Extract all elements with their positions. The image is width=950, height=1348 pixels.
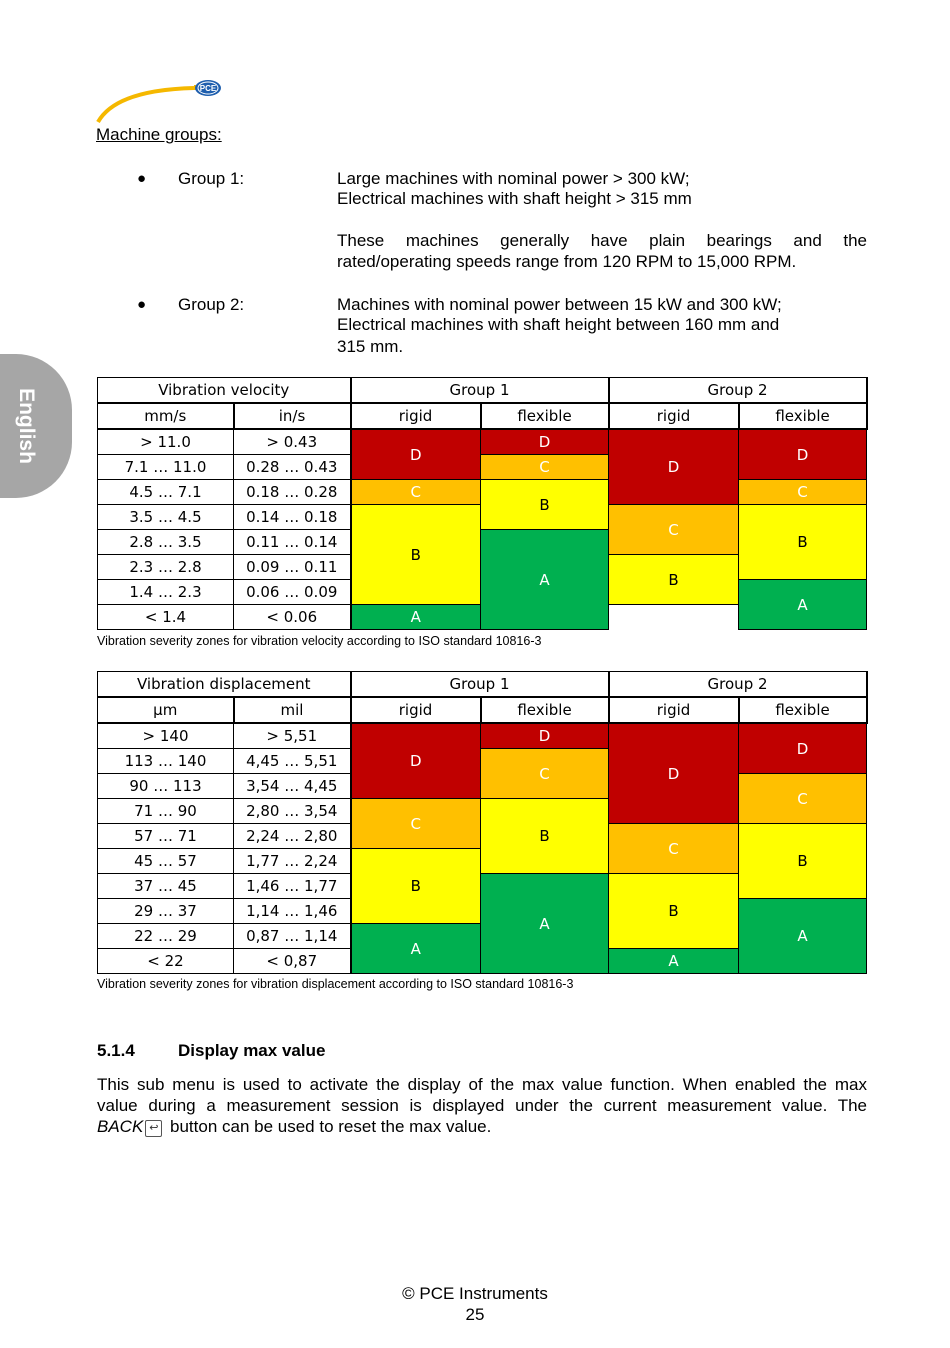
column-header: rigid [351, 697, 481, 723]
section-paragraph-line-3 [97, 1116, 491, 1137]
table-header: Group 2 [609, 672, 867, 698]
group-2-label: Group 2: [178, 295, 245, 314]
group-2-line-1: Machines with nominal power between 15 kW and 300 kW; [337, 295, 782, 314]
table-cell: 113 … 140 [98, 749, 234, 774]
table-cell: 29 … 37 [98, 899, 234, 924]
language-tab-label: English [15, 388, 38, 464]
zone-a: A [609, 949, 739, 974]
group-1-note-line-2: rated/operating speeds range from 120 RPM to 15,000 RPM. [337, 252, 797, 271]
column-header: flexible [481, 403, 609, 429]
table-header: Group 1 [351, 672, 609, 698]
table-cell: 0.06 … 0.09 [234, 580, 351, 605]
table-row [98, 429, 867, 455]
table-row [98, 723, 867, 749]
group-1-line-1: Large machines with nominal power > 300 kW; [337, 169, 690, 188]
table-header: Group 1 [351, 378, 609, 404]
bullet-icon: ● [137, 296, 147, 313]
zone-b: B [351, 505, 481, 605]
zone-d: D [609, 723, 739, 824]
group-1-label: Group 1: [178, 169, 245, 188]
back-button-name: BACK [97, 1117, 144, 1136]
section-number: 5.1.4 [97, 1041, 135, 1060]
table-cell: > 11.0 [98, 429, 234, 455]
column-header: µm [98, 697, 234, 723]
table-cell: 4,45 … 5,51 [234, 749, 351, 774]
section-title: Display max value [178, 1041, 326, 1060]
column-header: flexible [481, 697, 609, 723]
table-cell: 37 … 45 [98, 874, 234, 899]
table-cell: 1,14 … 1,46 [234, 899, 351, 924]
zone-b: B [609, 555, 739, 605]
zone-c: C [481, 749, 609, 799]
column-header: flexible [739, 697, 867, 723]
zone-c: C [351, 799, 481, 849]
group-2-line-3: 315 mm. [337, 337, 404, 356]
zone-b: B [351, 849, 481, 924]
zone-d: D [481, 429, 609, 455]
zone-d: D [351, 723, 481, 799]
logo-text: PCE [199, 84, 217, 93]
velocity-table-caption: Vibration severity zones for vibration velocity according to ISO standard 10816-3 [97, 634, 542, 648]
column-header: mm/s [98, 403, 234, 429]
zone-c: C [481, 455, 609, 480]
table-cell: < 22 [98, 949, 234, 974]
table-cell: 45 … 57 [98, 849, 234, 874]
group-1-note-line-1: These machines generally have plain bearings and the [337, 231, 867, 250]
column-header: rigid [609, 697, 739, 723]
table-cell: 3,54 … 4,45 [234, 774, 351, 799]
machine-groups-heading: Machine groups: [96, 125, 222, 144]
table-cell: 4.5 … 7.1 [98, 480, 234, 505]
return-arrow-icon: ↩ [145, 1120, 162, 1137]
zone-a: A [739, 899, 867, 974]
table-cell: > 140 [98, 723, 234, 749]
zone-a: A [481, 874, 609, 974]
table-cell: 1.4 … 2.3 [98, 580, 234, 605]
table-cell: 90 … 113 [98, 774, 234, 799]
displacement-severity-table [97, 671, 868, 974]
zone-d: D [609, 429, 739, 505]
table-cell: 0.09 … 0.11 [234, 555, 351, 580]
zone-d: D [739, 429, 867, 480]
table-cell: 2,80 … 3,54 [234, 799, 351, 824]
zone-b: B [481, 480, 609, 530]
table-cell: 0,87 … 1,14 [234, 924, 351, 949]
table-cell: > 0.43 [234, 429, 351, 455]
table-cell: 2,24 … 2,80 [234, 824, 351, 849]
table-cell: 57 … 71 [98, 824, 234, 849]
table-cell: 7.1 … 11.0 [98, 455, 234, 480]
section-paragraph-rest: button can be used to reset the max value. [165, 1117, 492, 1136]
zone-a: A [739, 580, 867, 630]
table-cell: 3.5 … 4.5 [98, 505, 234, 530]
table-cell: 2.8 … 3.5 [98, 530, 234, 555]
page-number: 25 [465, 1305, 485, 1324]
table-header: Vibration displacement [98, 672, 351, 698]
table-cell: 0.28 … 0.43 [234, 455, 351, 480]
zone-a: A [351, 924, 481, 974]
group-2-line-2: Electrical machines with shaft height between 160 mm and [337, 315, 780, 334]
column-header: in/s [234, 403, 351, 429]
zone-d: D [481, 723, 609, 749]
zone-c: C [351, 480, 481, 505]
table-cell: 0.11 … 0.14 [234, 530, 351, 555]
bullet-icon: ● [137, 170, 147, 187]
table-cell: 2.3 … 2.8 [98, 555, 234, 580]
zone-c: C [609, 505, 739, 555]
zone-b: B [739, 824, 867, 899]
table-cell: < 0.06 [234, 605, 351, 630]
zone-c: C [739, 774, 867, 824]
table-cell: 0.18 … 0.28 [234, 480, 351, 505]
zone-c: C [739, 480, 867, 505]
table-cell: 1,77 … 2,24 [234, 849, 351, 874]
zone-d: D [739, 723, 867, 774]
table-cell: 22 … 29 [98, 924, 234, 949]
pce-logo [96, 78, 226, 126]
zone-c: C [609, 824, 739, 874]
displacement-table-caption: Vibration severity zones for vibration displacement according to ISO standard 10816-3 [97, 977, 574, 991]
section-paragraph-line-1: This sub menu is used to activate the display of the max value function. When enabled the max [97, 1075, 867, 1094]
table-row [98, 480, 867, 505]
table-cell: 0.14 … 0.18 [234, 505, 351, 530]
zone-b: B [481, 799, 609, 874]
column-header: mil [234, 697, 351, 723]
velocity-severity-table [97, 377, 867, 630]
table-cell: 71 … 90 [98, 799, 234, 824]
footer-copyright: © PCE Instruments [402, 1284, 548, 1303]
zone-b: B [609, 874, 739, 949]
zone-a: A [481, 530, 609, 630]
column-header: rigid [351, 403, 481, 429]
group-1-line-2: Electrical machines with shaft height > 315 mm [337, 189, 692, 208]
table-cell: < 0,87 [234, 949, 351, 974]
zone-d: D [351, 429, 481, 480]
section-paragraph-line-2: value during a measurement session is displayed under the current measurement value. The [97, 1096, 867, 1115]
table-header: Vibration velocity [98, 378, 351, 404]
column-header: rigid [609, 403, 739, 429]
table-cell: < 1.4 [98, 605, 234, 630]
table-cell: > 5,51 [234, 723, 351, 749]
table-cell: 1,46 … 1,77 [234, 874, 351, 899]
column-header: flexible [739, 403, 867, 429]
table-header: Group 2 [609, 378, 867, 404]
zone-a: A [351, 605, 481, 630]
zone-b: B [739, 505, 867, 580]
